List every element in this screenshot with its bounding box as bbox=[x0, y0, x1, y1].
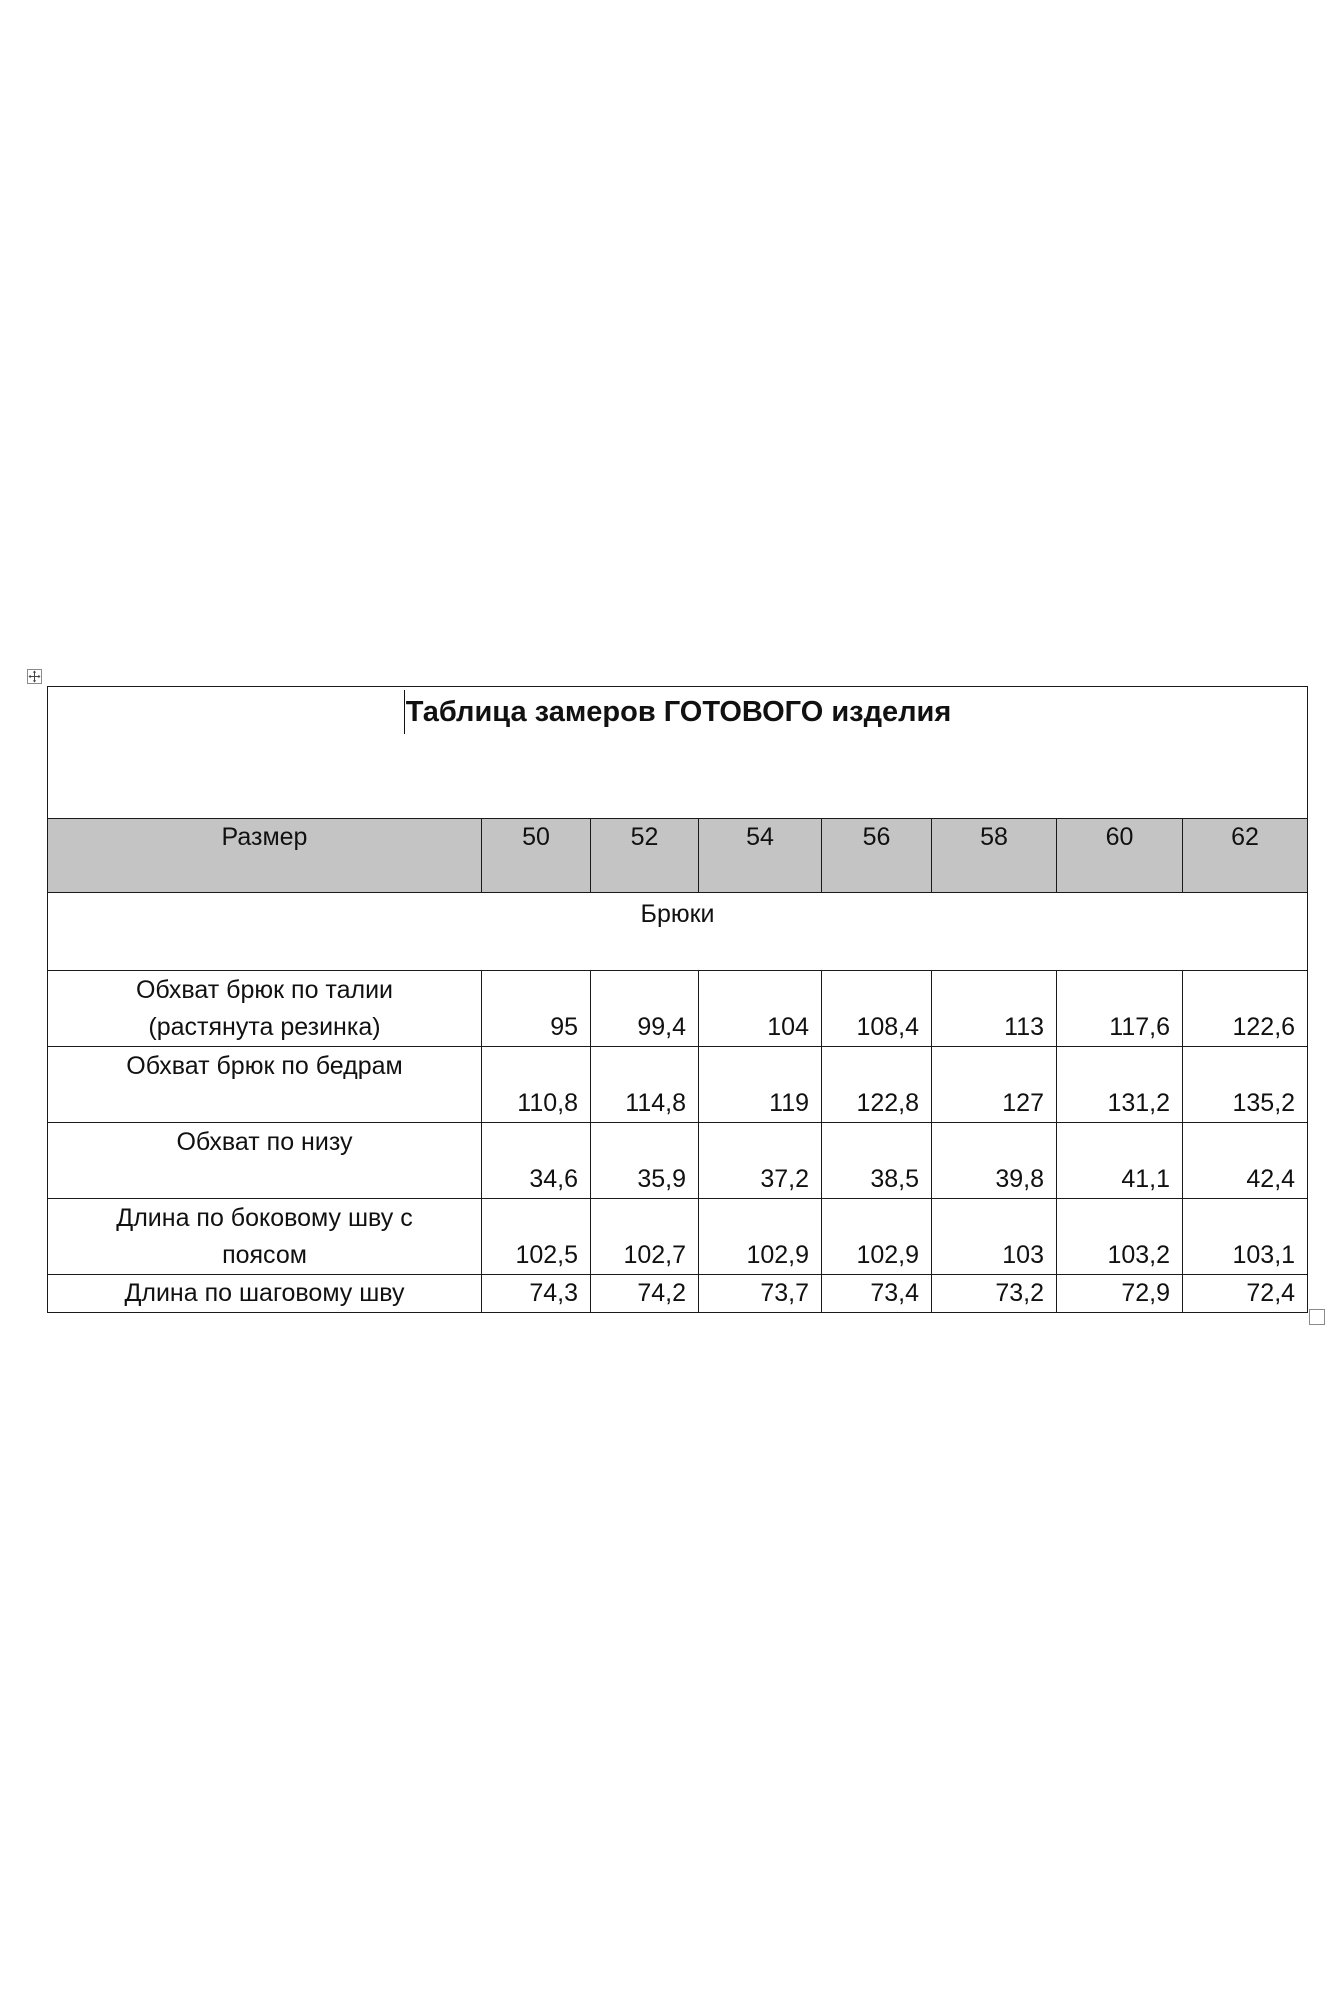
measurement-value-cell[interactable]: 73,4 bbox=[822, 1275, 932, 1313]
table-move-handle[interactable] bbox=[27, 669, 42, 684]
measurement-label-line: Длина по боковому шву с bbox=[116, 1204, 413, 1232]
measurement-value-cell[interactable]: 74,3 bbox=[482, 1275, 591, 1313]
size-label-cell[interactable]: Размер bbox=[48, 819, 482, 893]
table-row bbox=[48, 1275, 1308, 1313]
section-title-cell[interactable]: Брюки bbox=[48, 893, 1308, 971]
size-header-cell[interactable]: 50 bbox=[482, 819, 591, 893]
move-arrows-icon bbox=[28, 670, 41, 683]
measurement-value-cell[interactable]: 114,8 bbox=[591, 1047, 699, 1123]
measurement-label-cell[interactable] bbox=[48, 1047, 482, 1123]
measurement-label-line: Обхват по низу bbox=[176, 1128, 353, 1156]
measurement-value-cell[interactable]: 102,9 bbox=[699, 1199, 822, 1275]
measurement-label-cell[interactable] bbox=[48, 971, 482, 1047]
measurement-value-cell[interactable]: 73,2 bbox=[932, 1275, 1057, 1313]
measurement-value-cell[interactable]: 117,6 bbox=[1057, 971, 1183, 1047]
measurement-value-cell[interactable]: 122,8 bbox=[822, 1047, 932, 1123]
measurement-label-cell[interactable] bbox=[48, 1123, 482, 1199]
measurement-label-line: Обхват брюк по талии bbox=[135, 976, 394, 1004]
measurement-label-line: Обхват брюк по бедрам bbox=[126, 1052, 403, 1080]
measurement-value-cell[interactable]: 99,4 bbox=[591, 971, 699, 1047]
size-header-cell[interactable]: 58 bbox=[932, 819, 1057, 893]
measurement-label-line: (растянута резинка) bbox=[148, 1013, 381, 1041]
measurement-value-cell[interactable]: 95 bbox=[482, 971, 591, 1047]
size-header-cell[interactable]: 62 bbox=[1183, 819, 1308, 893]
size-measurement-table bbox=[47, 686, 1308, 1313]
measurement-value-cell[interactable]: 72,9 bbox=[1057, 1275, 1183, 1313]
measurement-value-cell[interactable]: 131,2 bbox=[1057, 1047, 1183, 1123]
measurement-value-cell[interactable]: 103,2 bbox=[1057, 1199, 1183, 1275]
measurement-value-cell[interactable]: 104 bbox=[699, 971, 822, 1047]
measurement-label-line: поясом bbox=[222, 1241, 307, 1269]
measurement-label-line: Длина по шаговому шву bbox=[124, 1279, 405, 1307]
size-header-cell[interactable]: 60 bbox=[1057, 819, 1183, 893]
measurement-value-cell[interactable]: 110,8 bbox=[482, 1047, 591, 1123]
table-row bbox=[48, 1199, 1308, 1275]
measurement-label-cell[interactable] bbox=[48, 1199, 482, 1275]
table-title: Таблица замеров ГОТОВОГО изделия bbox=[404, 690, 952, 734]
measurement-value-cell[interactable]: 127 bbox=[932, 1047, 1057, 1123]
measurement-value-cell[interactable]: 39,8 bbox=[932, 1123, 1057, 1199]
measurement-value-cell[interactable]: 103 bbox=[932, 1199, 1057, 1275]
measurement-value-cell[interactable]: 73,7 bbox=[699, 1275, 822, 1313]
measurement-value-cell[interactable]: 34,6 bbox=[482, 1123, 591, 1199]
measurement-value-cell[interactable]: 37,2 bbox=[699, 1123, 822, 1199]
title-cell[interactable] bbox=[48, 687, 1308, 819]
size-header-cell[interactable]: 52 bbox=[591, 819, 699, 893]
measurement-value-cell[interactable]: 35,9 bbox=[591, 1123, 699, 1199]
measurement-value-cell[interactable]: 135,2 bbox=[1183, 1047, 1308, 1123]
measurement-value-cell[interactable]: 102,9 bbox=[822, 1199, 932, 1275]
measurement-value-cell[interactable]: 42,4 bbox=[1183, 1123, 1308, 1199]
table-row bbox=[48, 1123, 1308, 1199]
measurement-value-cell[interactable]: 103,1 bbox=[1183, 1199, 1308, 1275]
measurement-value-cell[interactable]: 38,5 bbox=[822, 1123, 932, 1199]
measurement-value-cell[interactable]: 113 bbox=[932, 971, 1057, 1047]
measurement-value-cell[interactable]: 108,4 bbox=[822, 971, 932, 1047]
table-resize-handle[interactable] bbox=[1309, 1309, 1325, 1325]
table-row bbox=[48, 1047, 1308, 1123]
measurement-value-cell[interactable]: 122,6 bbox=[1183, 971, 1308, 1047]
measurement-value-cell[interactable]: 102,5 bbox=[482, 1199, 591, 1275]
table-row bbox=[48, 971, 1308, 1047]
measurement-value-cell[interactable]: 74,2 bbox=[591, 1275, 699, 1313]
measurement-value-cell[interactable]: 102,7 bbox=[591, 1199, 699, 1275]
size-header-row bbox=[48, 819, 1308, 893]
measurement-value-cell[interactable]: 119 bbox=[699, 1047, 822, 1123]
measurement-value-cell[interactable]: 41,1 bbox=[1057, 1123, 1183, 1199]
measurement-label-cell[interactable] bbox=[48, 1275, 482, 1313]
size-header-cell[interactable]: 54 bbox=[699, 819, 822, 893]
measurement-value-cell[interactable]: 72,4 bbox=[1183, 1275, 1308, 1313]
size-header-cell[interactable]: 56 bbox=[822, 819, 932, 893]
